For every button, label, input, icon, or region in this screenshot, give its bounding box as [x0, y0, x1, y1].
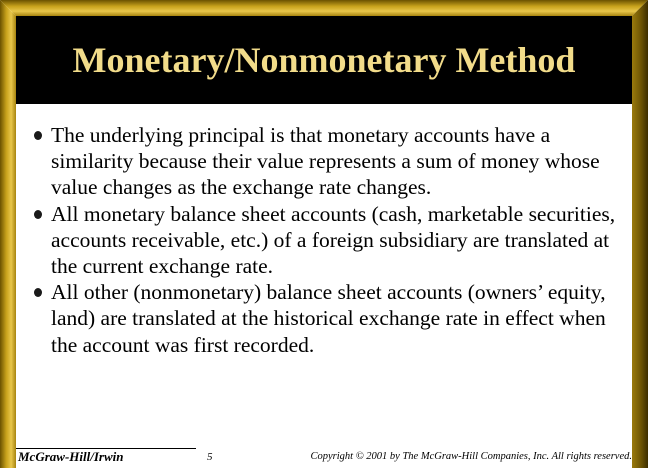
- bullet-item: [34, 122, 624, 201]
- bullet-text: The underlying principal is that monetary accounts have a similarity because their value represents a sum of money whose value changes as the exchange rate changes.: [51, 123, 600, 200]
- frame-left-border: [0, 0, 16, 468]
- bullet-list: [34, 122, 624, 358]
- frame-right-border: [632, 0, 648, 468]
- footer-copyright: Copyright © 2001 by The McGraw-Hill Companies, Inc. All rights reserved.: [310, 451, 632, 462]
- bullet-item: [34, 279, 624, 358]
- frame-top-border: [0, 0, 648, 16]
- bullet-text: All monetary balance sheet accounts (cash, marketable securities, accounts receivable, etc.) of a foreign subsidiary are translated at the current exchange rate.: [51, 201, 616, 279]
- slide-title: Monetary/Nonmonetary Method: [72, 40, 576, 80]
- footer-publisher: McGraw-Hill/Irwin: [18, 449, 124, 464]
- bullet-icon: [34, 288, 42, 297]
- footer: [16, 448, 632, 468]
- bullet-text: All other (nonmonetary) balance sheet accounts (owners’ equity, land) are translated at the historical exchange rate in effect when the account was first recorded.: [51, 280, 606, 357]
- bullet-icon: [34, 210, 42, 219]
- bullet-item: [34, 201, 624, 280]
- page-number: 5: [207, 451, 213, 463]
- bullet-icon: [34, 131, 42, 140]
